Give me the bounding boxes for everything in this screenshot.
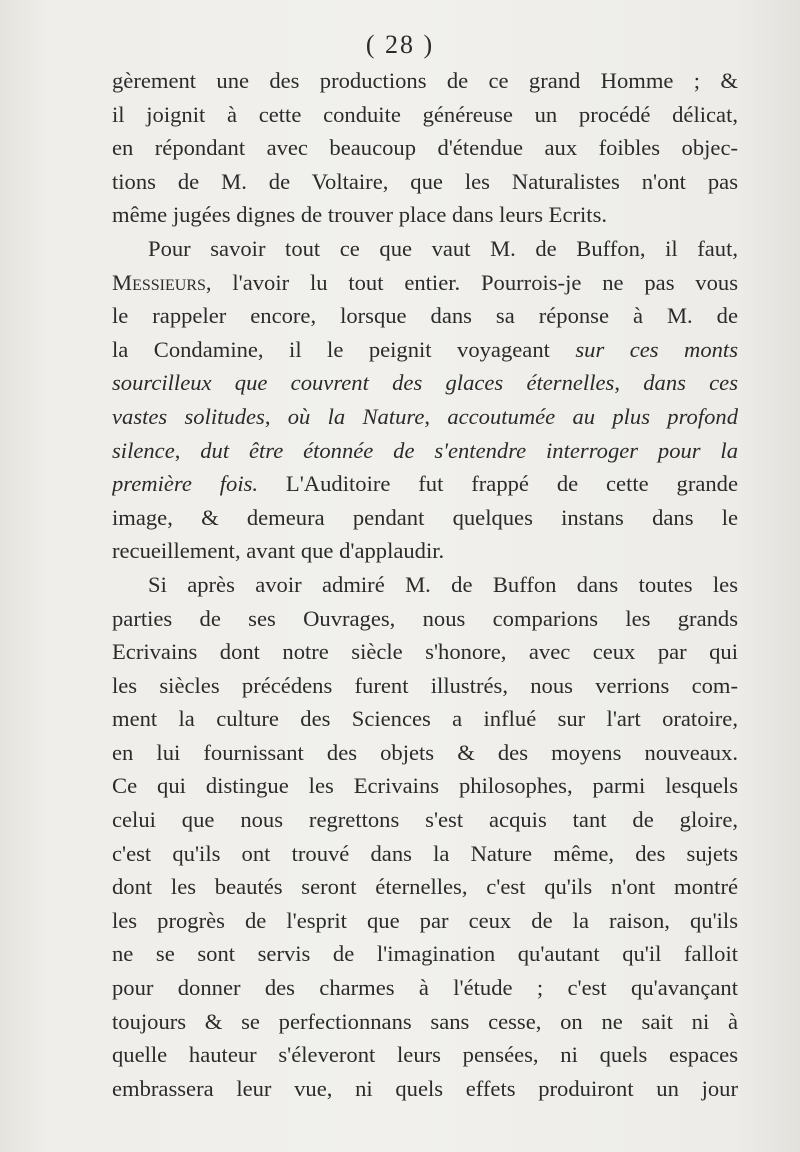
text-line <box>112 400 738 434</box>
text-run: Ecrivains dont notre siècle s'honore, avec ceux par qui <box>112 639 738 665</box>
text-line <box>112 669 738 703</box>
text-run: en lui fournissant des objets & des moyens nouveaux. <box>112 739 738 765</box>
italic-text: dans ces <box>643 370 738 396</box>
text-line <box>112 333 738 367</box>
text-line <box>112 568 738 602</box>
text-line <box>112 635 738 669</box>
text-line <box>112 299 738 333</box>
text-line <box>112 501 738 535</box>
italic-text: vastes solitudes <box>112 403 265 429</box>
body-text <box>112 64 738 1105</box>
text-run: image, & demeura pendant quelques instans dans le <box>112 504 738 530</box>
text-run: ne se sont servis de l'imagination qu'autant qu'il falloit <box>112 941 738 967</box>
small-caps-text: Messieurs <box>112 269 206 295</box>
text-line <box>112 870 738 904</box>
text-run: , l'avoir lu tout entier. Pourrois-je ne pas vous <box>205 269 738 295</box>
text-run: pour donner des charmes à l'étude ; c'est qu'avançant <box>112 975 738 1001</box>
italic-text: où la Nature <box>287 403 425 429</box>
page-number: ( 28 ) <box>365 30 435 59</box>
text-run: embrassera leur vue, ni quels effets produiront un jour <box>112 1075 738 1101</box>
italic-text: silence <box>112 437 175 463</box>
text-line <box>112 534 738 568</box>
text-line <box>112 467 738 501</box>
text-run: il joignit à cette conduite généreuse un procédé délicat, <box>112 101 738 127</box>
text-line <box>112 266 738 300</box>
text-line <box>112 232 738 266</box>
text-run: tions de M. de Voltaire, que les Naturalistes n'ont pas <box>112 168 738 194</box>
text-run: les siècles précédens furent illustrés, nous verrions com- <box>112 672 738 698</box>
text-line <box>112 131 738 165</box>
text-line <box>112 1072 738 1106</box>
text-line <box>112 971 738 1005</box>
text-line <box>112 64 738 98</box>
italic-text: sourcilleux que couvrent des glaces éternelles <box>112 370 615 396</box>
text-run: le rappeler encore, lorsque dans sa réponse à M. de <box>112 303 738 329</box>
text-line <box>112 366 738 400</box>
text-run: , <box>614 370 644 396</box>
text-run: Si après avoir admiré M. de Buffon dans toutes les <box>148 571 738 597</box>
text-run: les progrès de l'esprit que par ceux de la raison, qu'ils <box>112 907 738 933</box>
italic-text: dut être étonnée de s'entendre interroger pour la <box>200 437 738 463</box>
text-run: c'est qu'ils ont trouvé dans la Nature même, des sujets <box>112 840 738 866</box>
text-run: Pour savoir tout ce que vaut M. de Buffon, il faut, <box>148 235 738 261</box>
text-run: L'Auditoire fut frappé de cette grande <box>258 471 738 497</box>
text-run: en répondant avec beaucoup d'étendue aux foibles objec- <box>112 135 738 161</box>
text-line <box>112 1005 738 1039</box>
text-line <box>112 803 738 837</box>
text-line <box>112 837 738 871</box>
text-run: ment la culture des Sciences a influé sur l'art oratoire, <box>112 706 738 732</box>
text-line <box>112 1038 738 1072</box>
italic-text: accoutumée au plus profond <box>447 403 738 429</box>
text-run: la Condamine, il le peignit voyageant <box>112 336 576 362</box>
text-line <box>112 702 738 736</box>
text-line <box>112 165 738 199</box>
text-line <box>112 98 738 132</box>
text-run: celui que nous regrettons s'est acquis tant de gloire, <box>112 807 738 833</box>
text-run: , <box>424 403 448 429</box>
text-run: recueillement, avant que d'applaudir. <box>112 538 445 564</box>
text-line <box>112 937 738 971</box>
text-run: toujours & se perfectionnans sans cesse, on ne sait ni à <box>112 1008 738 1034</box>
italic-text: première fois. <box>112 471 259 497</box>
text-run: même jugées dignes de trouver place dans leurs Ecrits. <box>112 202 608 228</box>
text-run: dont les beautés seront éternelles, c'est qu'ils n'ont montré <box>112 874 738 900</box>
text-line <box>112 904 738 938</box>
text-run: Ce qui distingue les Ecrivains philosophes, parmi lesquels <box>112 773 738 799</box>
text-line <box>112 198 738 232</box>
text-line <box>112 602 738 636</box>
text-run: gèrement une des productions de ce grand Homme ; & <box>112 68 738 93</box>
text-run: , <box>174 437 201 463</box>
italic-text: sur ces monts <box>575 336 738 362</box>
text-line <box>112 434 738 468</box>
text-run: parties de ses Ouvrages, nous comparions les grands <box>112 605 738 631</box>
text-run: quelle hauteur s'éleveront leurs pensées, ni quels espaces <box>112 1042 738 1068</box>
text-run: , <box>264 403 288 429</box>
text-line <box>112 769 738 803</box>
text-line <box>112 736 738 770</box>
